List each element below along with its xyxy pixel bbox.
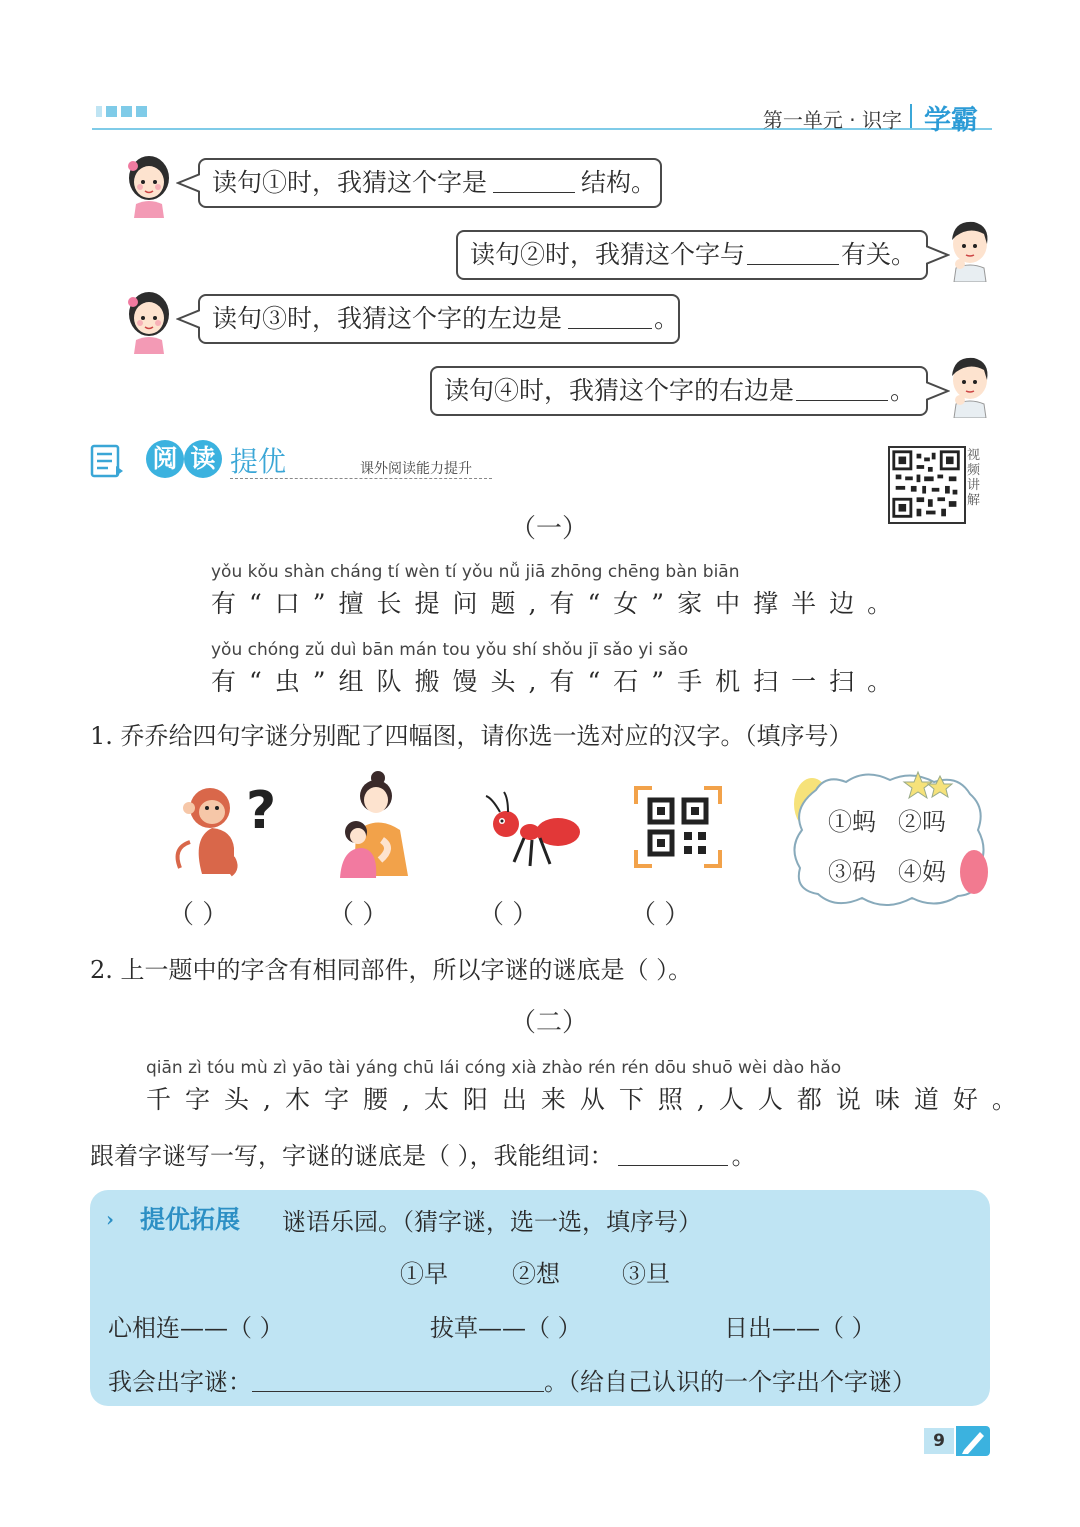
svg-text:?: ? — [246, 781, 277, 841]
boy-avatar-icon — [944, 352, 994, 418]
chevron-right-icon: › — [106, 1207, 114, 1231]
question-2: 2. 上一题中的字含有相同部件，所以字谜的谜底是（ ）。 — [90, 956, 693, 984]
answer-blank[interactable] — [796, 371, 888, 401]
ext-option-1: ①早 — [400, 1260, 448, 1288]
bubble-1-text-end: 结构。 — [581, 168, 657, 197]
pinyin-line-3: qiān zì tóu mù zì yāo tài yáng chū lái cóng xià zhào rén rén dōu shuō wèi dào hǎo — [146, 1058, 842, 1078]
answer-blank[interactable] — [568, 299, 652, 329]
pinyin-line-1: yǒu kǒu shàn cháng tí wèn tí yǒu nǚ jiā zhōng chēng bàn biān — [211, 562, 740, 582]
word-blank[interactable] — [618, 1138, 728, 1166]
page-number: 9 — [924, 1428, 954, 1454]
qr-scan-icon — [632, 784, 724, 870]
bubble-3-text: 读句③时，我猜这个字的左边是 — [212, 304, 563, 333]
option-1: ①蚂 — [828, 808, 876, 836]
part-2-label: （二） — [510, 1008, 589, 1038]
option-3: ③码 — [828, 858, 876, 886]
riddle-item-2[interactable]: 拔草——（ ） — [430, 1314, 582, 1342]
options-cloud — [786, 768, 990, 914]
section-subtitle: 课外阅读能力提升 — [360, 461, 472, 477]
answer-paren-4[interactable]: （ ） — [630, 900, 691, 930]
riddle-line-1: 有“口”擅长提问题,有“女”家中撑半边。 — [211, 589, 906, 618]
own-riddle-blank[interactable] — [252, 1364, 544, 1392]
bubble-1-text: 读句①时，我猜这个字是 — [212, 168, 488, 197]
part-2-question-end: 。 — [731, 1142, 756, 1170]
qr-label: 视频讲解 — [967, 448, 981, 508]
girl-avatar-icon — [124, 152, 174, 218]
ext-option-2: ②想 — [512, 1260, 560, 1288]
own-riddle-hint: 。（给自己认识的一个字出个字谜） — [544, 1368, 916, 1396]
speech-bubble-2 — [456, 230, 928, 280]
section-char-1: 阅 — [146, 440, 184, 478]
section-char-2: 读 — [184, 440, 222, 478]
bubble-tail — [926, 244, 950, 266]
part-2-question — [90, 1136, 756, 1171]
extension-instruction: 谜语乐园。（猜字谜，选一选，填序号） — [282, 1208, 702, 1236]
riddle-item-1[interactable]: 心相连——（ ） — [108, 1314, 284, 1342]
header-separator — [910, 104, 912, 128]
girl-avatar-icon — [124, 288, 174, 354]
header-decoration — [96, 106, 147, 117]
answer-blank[interactable] — [493, 163, 575, 193]
bubble-4-text-end: 。 — [890, 376, 916, 405]
pinyin-line-2: yǒu chóng zǔ duì bān mán tou yǒu shí shǒu jī sǎo yi sǎo — [211, 640, 689, 660]
pencil-icon — [956, 1426, 990, 1456]
brand-logo: 学霸 — [924, 105, 978, 136]
bubble-tail — [926, 380, 950, 402]
bubble-3-text-end: 。 — [654, 304, 680, 333]
speech-bubble-3 — [198, 294, 680, 344]
ant-icon — [480, 788, 584, 868]
bubble-tail — [176, 172, 200, 194]
ext-option-3: ③旦 — [622, 1260, 670, 1288]
list-icon — [90, 444, 124, 478]
answer-blank[interactable] — [747, 235, 839, 265]
part-2-question-text: 跟着字谜写一写，字谜的谜底是（ ），我能组词： — [90, 1142, 614, 1170]
answer-paren-3[interactable]: （ ） — [478, 900, 539, 930]
own-riddle-label: 我会出字谜： — [108, 1368, 252, 1396]
section-underline — [230, 478, 492, 479]
speech-bubble-1 — [198, 158, 662, 208]
answer-paren-1[interactable]: （ ） — [168, 900, 229, 930]
part-1-label: （一） — [510, 514, 589, 544]
extension-title: 提优拓展 — [140, 1205, 241, 1234]
speech-bubble-4 — [430, 366, 928, 416]
own-riddle-row — [108, 1362, 916, 1397]
riddle-line-3: 千字头,木字腰,太阳出来从下照,人人都说味道好。 — [146, 1085, 1031, 1114]
boy-avatar-icon — [944, 216, 994, 282]
option-2: ②吗 — [898, 808, 946, 836]
bubble-2-text-end: 有关。 — [841, 240, 917, 269]
bubble-tail — [176, 308, 200, 330]
answer-paren-2[interactable]: （ ） — [328, 900, 389, 930]
bubble-2-text: 读句②时，我猜这个字与 — [470, 240, 746, 269]
bubble-4-text: 读句④时，我猜这个字的右边是 — [444, 376, 795, 405]
qr-code-icon[interactable] — [888, 446, 966, 524]
option-4: ④妈 — [898, 858, 946, 886]
riddle-item-3[interactable]: 日出——（ ） — [724, 1314, 876, 1342]
unit-title: 第一单元 · 识字 — [762, 108, 902, 132]
monkey-question-icon — [172, 778, 280, 878]
mother-hug-icon — [332, 770, 414, 878]
question-1: 1. 乔乔给四句字谜分别配了四幅图，请你选一选对应的汉字。（填序号） — [90, 722, 853, 750]
riddle-line-2: 有“虫”组队搬馒头,有“石”手机扫一扫。 — [211, 667, 906, 696]
section-title: 提优 — [230, 445, 287, 478]
